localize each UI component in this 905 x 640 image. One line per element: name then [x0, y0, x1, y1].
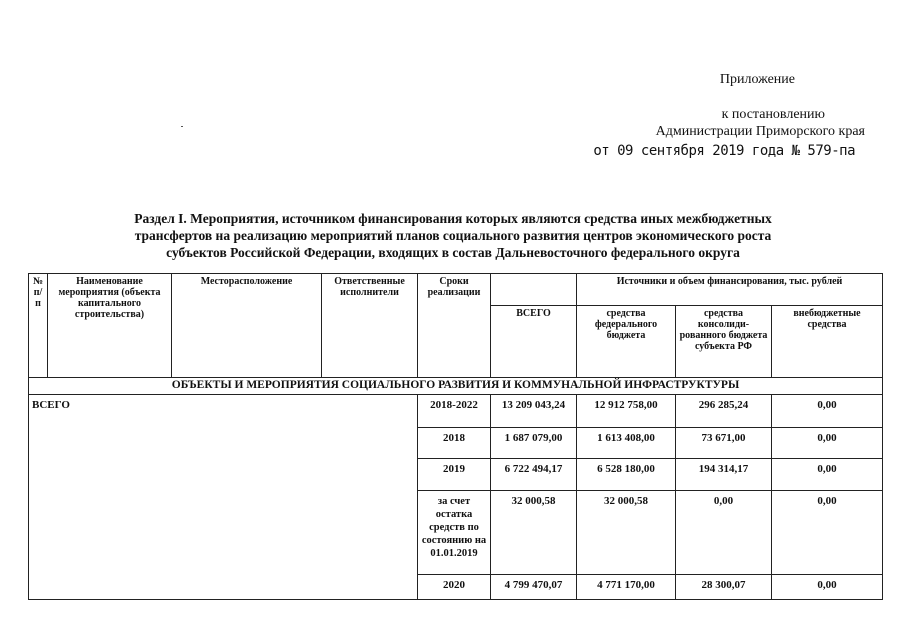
appendix-label: Приложение	[719, 72, 795, 87]
federal-cell: 32 000,58	[577, 491, 676, 575]
total-cell: 6 722 494,17	[491, 459, 577, 491]
regional-cell: 296 285,24	[676, 395, 772, 428]
regional-cell: 28 300,07	[676, 575, 772, 600]
col-header-total: ВСЕГО	[491, 306, 577, 378]
col-header-location: Месторасположение	[172, 274, 322, 378]
extra-cell: 0,00	[772, 428, 883, 459]
administration-label: Администрации Приморского края	[655, 124, 865, 139]
period-cell: 2018-2022	[418, 395, 491, 428]
title-line-1: Раздел I. Мероприятия, источником финансирования которых являются средства иных межбюджетных	[134, 211, 772, 226]
total-cell: 32 000,58	[491, 491, 577, 575]
title-line-3: субъектов Российской Федерации, входящих в состав Дальневосточного федерального округа	[166, 245, 740, 260]
section-title	[58, 210, 848, 261]
period-cell: за счет остатка средств по состоянию на 01.01.2019	[418, 491, 491, 575]
federal-cell: 4 771 170,00	[577, 575, 676, 600]
col-header-responsible: Ответственные исполнители	[322, 274, 418, 378]
title-line-2: трансфертов на реализацию мероприятий планов социального развития центров экономического роста	[134, 228, 772, 243]
regional-cell: 0,00	[676, 491, 772, 575]
extra-cell: 0,00	[772, 491, 883, 575]
total-label-cell: ВСЕГО	[29, 395, 418, 600]
col-header-period: Сроки реализации	[418, 274, 491, 378]
regional-cell: 73 671,00	[676, 428, 772, 459]
financing-table	[28, 273, 883, 600]
col-header-total-top	[491, 274, 577, 306]
period-cell: 2019	[418, 459, 491, 491]
col-header-sources: Источники и объем финансирования, тыс. рублей	[577, 274, 883, 306]
col-header-name: Наименование мероприятия (объекта капитального строительства)	[48, 274, 172, 378]
resolution-date-number: от 09 сентября 2019 года № 579-па	[593, 143, 855, 159]
federal-cell: 6 528 180,00	[577, 459, 676, 491]
extra-cell: 0,00	[772, 459, 883, 491]
regional-cell: 194 314,17	[676, 459, 772, 491]
period-cell: 2020	[418, 575, 491, 600]
total-cell: 1 687 079,00	[491, 428, 577, 459]
total-cell: 4 799 470,07	[491, 575, 577, 600]
resolution-label: к постановлению	[721, 107, 825, 122]
col-header-extra: внебюджетные средства	[772, 306, 883, 378]
section-row: ОБЪЕКТЫ И МЕРОПРИЯТИЯ СОЦИАЛЬНОГО РАЗВИТИЯ И КОММУНАЛЬНОЙ ИНФРАСТРУКТУРЫ	[29, 378, 883, 395]
scan-speck	[181, 126, 183, 127]
federal-cell: 1 613 408,00	[577, 428, 676, 459]
col-header-federal: средства федерального бюджета	[577, 306, 676, 378]
extra-cell: 0,00	[772, 575, 883, 600]
table-row	[29, 395, 883, 428]
federal-cell: 12 912 758,00	[577, 395, 676, 428]
extra-cell: 0,00	[772, 395, 883, 428]
col-header-regional: средства консолиди- рованного бюджета субъекта РФ	[676, 306, 772, 378]
total-cell: 13 209 043,24	[491, 395, 577, 428]
period-cell: 2018	[418, 428, 491, 459]
col-header-num: № п/ п	[29, 274, 48, 378]
